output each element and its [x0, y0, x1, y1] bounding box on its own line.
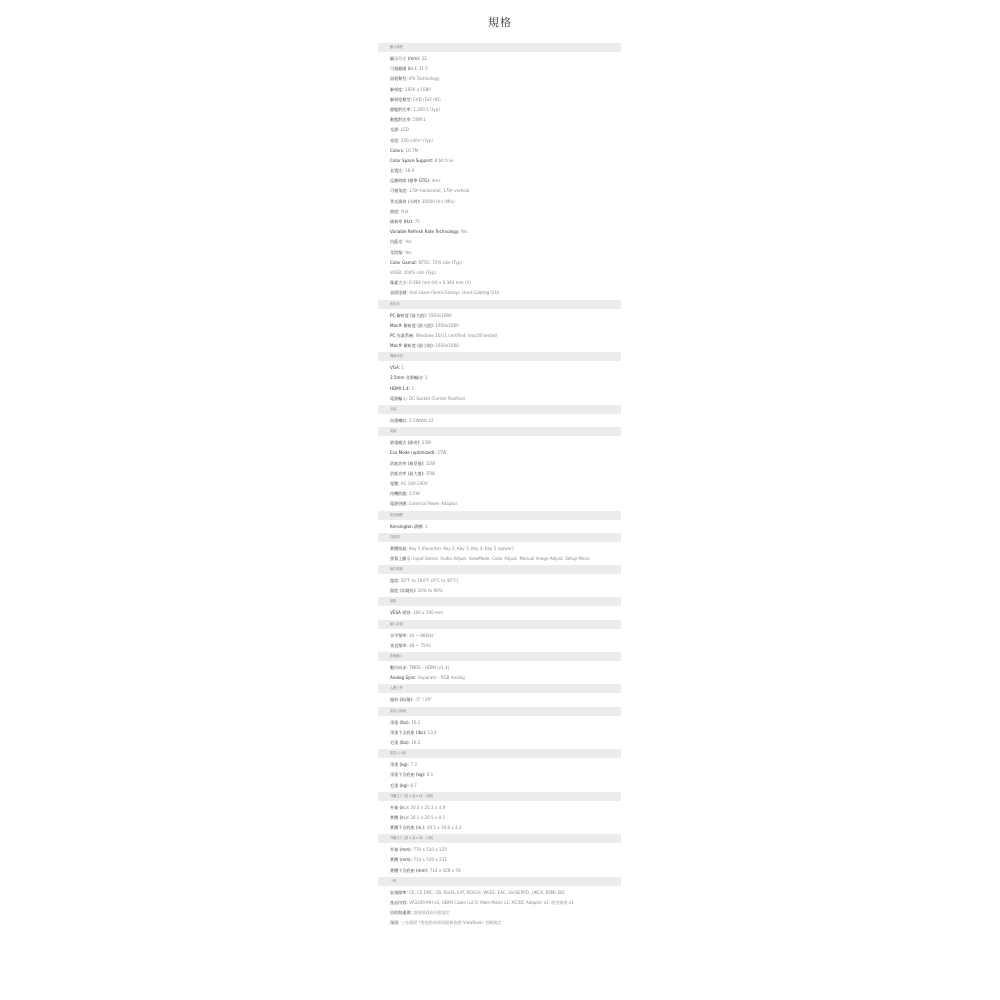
- spec-label: 實體不含底座 (in.):: [390, 825, 426, 831]
- spec-row: [390, 136, 621, 146]
- section-body: [378, 414, 621, 427]
- spec-row: [390, 341, 621, 351]
- spec-value: FHD (Full HD): [411, 96, 441, 102]
- spec-label: VGA:: [390, 365, 401, 371]
- spec-label: 電源供應:: [390, 501, 408, 507]
- spec-row: [390, 363, 621, 373]
- spec-value: 請依照政府回收規定: [411, 910, 451, 916]
- spec-row: [390, 695, 621, 705]
- spec-label: 面板類型:: [390, 76, 408, 82]
- spec-row: [390, 728, 621, 738]
- spec-row: [390, 278, 621, 288]
- spec-value: AC 100-240V: [399, 480, 428, 486]
- spec-row: [390, 469, 621, 479]
- spec-row: [390, 459, 621, 469]
- spec-label: 靜態對比率:: [390, 106, 412, 112]
- spec-label: 像素大小:: [390, 280, 408, 286]
- spec-row: [390, 125, 621, 135]
- spec-label: 背光壽命 (小時):: [390, 198, 421, 204]
- spec-value: 6.1: [425, 772, 434, 778]
- spec-label: 水平頻率:: [390, 632, 408, 638]
- spec-value: 27W: [435, 450, 447, 456]
- section-header: 音訊: [378, 405, 621, 414]
- page-title: 規格: [488, 16, 512, 29]
- spec-value: 32: [420, 56, 427, 61]
- spec-row: [390, 718, 621, 728]
- section-header: 重量 (英制): [378, 707, 621, 716]
- spec-label: 淨重不含底座 (lbs):: [390, 729, 427, 735]
- spec-value: 三年保固 *所提供的保固服務依照 ViewSonic 官網規定: [399, 920, 502, 926]
- section-header: 影像輸入: [378, 652, 621, 661]
- spec-row: [390, 207, 621, 217]
- spec-value: 1920 x 1080: [403, 86, 431, 92]
- spec-value: 1: [400, 365, 404, 371]
- section-body: [378, 606, 621, 619]
- spec-label: 表面塗層:: [390, 290, 408, 296]
- spec-row: [390, 394, 621, 404]
- spec-value: Anti-Glare (Semi-Glossy), Hard Coating (2H): [407, 290, 500, 296]
- spec-value: 31.5: [417, 66, 428, 72]
- spec-row: [390, 803, 621, 813]
- spec-value: VA3209-MH x1, HDMI Cable (v2.0; Male-Male) x1, AC/DC Adapter x1, 使用指南 x1: [407, 900, 574, 905]
- spec-row: [390, 631, 621, 641]
- spec-label: 外箱 (mm):: [390, 847, 413, 853]
- spec-label: VESA 相容:: [390, 610, 412, 616]
- spec-value: 8.7: [409, 782, 417, 788]
- spec-label: 長寬比:: [390, 168, 404, 174]
- spec-label: 垂直頻率:: [390, 642, 408, 648]
- spec-label: 實體按鈕:: [390, 545, 408, 551]
- spec-row: [390, 823, 621, 833]
- section-body: [378, 801, 621, 835]
- spec-row: [390, 54, 621, 64]
- spec-label: Kensington 鎖槽:: [390, 523, 424, 529]
- spec-row: [390, 738, 621, 748]
- spec-value: 4ms: [430, 178, 441, 184]
- spec-value: Yes: [459, 229, 468, 235]
- spec-label: 外箱 (in.):: [390, 804, 410, 810]
- spec-row: [390, 311, 621, 321]
- spec-value: Separate - RGB Analog: [416, 675, 465, 681]
- spec-row: [390, 845, 621, 855]
- section-body: [378, 843, 621, 877]
- section-body: [378, 886, 621, 930]
- spec-label: 顯示尺寸 (mm):: [390, 56, 421, 61]
- spec-value: -5° / 20°: [413, 697, 433, 703]
- spec-row: [390, 373, 621, 383]
- spec-value: 0.364 mm (H) x 0.364 mm (V): [407, 280, 471, 286]
- spec-value: 75: [413, 219, 420, 224]
- spec-value: 1: [423, 523, 428, 529]
- section-header: 人體工學: [378, 684, 621, 693]
- spec-value: 35W: [424, 470, 436, 476]
- spec-value: 20% to 90%: [416, 588, 443, 594]
- spec-value: 8 bit true: [433, 157, 454, 163]
- spec-value: 16.7M: [404, 147, 419, 153]
- spec-row: [390, 115, 621, 125]
- section-header: 操作環境: [378, 565, 621, 574]
- spec-value: NTSC: 72% size (Typ): [417, 259, 462, 265]
- spec-label: 可視角度:: [390, 188, 408, 194]
- section-body: [378, 52, 621, 300]
- spec-label: 內建喇叭:: [390, 418, 408, 423]
- section-header: 壁掛: [378, 597, 621, 606]
- spec-value: 250 cd/m² (typ): [399, 137, 433, 143]
- spec-row: [390, 489, 621, 499]
- spec-row: [390, 176, 621, 186]
- spec-row: [390, 438, 621, 448]
- spec-row: [390, 416, 621, 426]
- spec-label: 溫度:: [390, 578, 400, 584]
- spec-value: 19.2: [409, 739, 421, 745]
- spec-row: [390, 248, 621, 258]
- spec-table: [378, 43, 621, 930]
- spec-row: [390, 268, 621, 278]
- section-body: [378, 661, 621, 684]
- spec-label: 螢幕上顯示:: [390, 555, 412, 561]
- spec-label: 安規標準:: [390, 889, 408, 895]
- spec-label: Color Gamut:: [390, 259, 418, 265]
- spec-value: TMDS - HDMI (v1.4): [407, 665, 450, 670]
- section-body: [378, 542, 621, 565]
- spec-label: 待機狀態:: [390, 491, 408, 497]
- section-body: [378, 629, 621, 652]
- section-body: [378, 436, 621, 510]
- spec-row: [390, 321, 621, 331]
- spec-label: 電源輸入:: [390, 395, 408, 401]
- spec-label: 毛重 (lbs):: [390, 739, 410, 745]
- spec-label: 保固:: [390, 920, 400, 926]
- spec-label: 動態對比率:: [390, 117, 412, 123]
- spec-row: [390, 781, 621, 791]
- spec-label: 回收與處理:: [390, 910, 412, 916]
- spec-row: [390, 448, 621, 458]
- spec-label: 光源:: [390, 127, 400, 133]
- spec-row: [390, 237, 621, 247]
- spec-row: [390, 197, 621, 207]
- spec-value: 7.3: [409, 762, 417, 768]
- spec-label: 實體不含底座 (mm):: [390, 867, 429, 873]
- spec-value: External Power Adaptor: [407, 501, 458, 507]
- spec-value: 28.1 x 16.8 x 2.3: [425, 825, 462, 831]
- section-body: [378, 309, 621, 353]
- spec-row: [390, 866, 621, 876]
- spec-row: [390, 918, 621, 928]
- spec-value: 1920x1080: [434, 343, 459, 349]
- spec-value: 13.4: [426, 729, 437, 735]
- spec-label: Variable Refresh Rate Technology:: [390, 229, 460, 235]
- spec-row: [390, 95, 621, 105]
- spec-row: [390, 166, 621, 176]
- spec-row: [390, 499, 621, 509]
- spec-row: [390, 331, 621, 341]
- spec-value: 28.1 x 20.5 x 9.1: [409, 814, 446, 820]
- spec-value: 178º horizontal, 178º vertical: [407, 188, 470, 194]
- spec-row: [390, 608, 621, 618]
- spec-row: [390, 760, 621, 770]
- spec-value: Input Select, Audio Adjust, ViewMode, Color Adjust, Manual Image Adjust, Setup Menu: [411, 555, 590, 561]
- section-header: 輸入訊號: [378, 620, 621, 629]
- spec-value: 32W: [424, 460, 436, 466]
- spec-row: [390, 146, 621, 156]
- spec-label: 數位同步:: [390, 665, 408, 670]
- spec-row: [390, 479, 621, 489]
- spec-value: CE, CE EMC, CB, RoHS, ErP, REACH, WEEE, EAC, UkrSEPRO, UKCA, BSMI, BIS: [407, 889, 565, 895]
- spec-label: 曲度:: [390, 208, 400, 214]
- spec-value: 1,200:1 (typ): [411, 106, 440, 112]
- spec-label: 電壓:: [390, 480, 400, 486]
- spec-label: Eco Mode (optimized):: [390, 450, 436, 456]
- section-header: 附加硬體: [378, 511, 621, 520]
- spec-value: 714 x 520 x 231: [412, 857, 447, 863]
- spec-value: Windows 10/11 certified; macOS tested: [414, 332, 497, 338]
- spec-label: Mac® 解析度 (最大值):: [390, 322, 435, 328]
- spec-value: 24 ~ 86KHz: [407, 632, 434, 638]
- spec-row: [390, 908, 621, 918]
- spec-row: [390, 156, 621, 166]
- spec-label: 毛重 (kg):: [390, 782, 410, 788]
- section-header: 控制項: [378, 533, 621, 542]
- spec-row: [390, 186, 621, 196]
- section-header: 外觀尺寸 (寬 x 高 x 深 - 英制): [378, 792, 621, 801]
- section-body: [378, 520, 621, 533]
- spec-label: Color Space Support:: [390, 157, 434, 163]
- spec-row: [390, 105, 621, 115]
- spec-label: 消耗功率 (最大值):: [390, 470, 425, 476]
- spec-row: [390, 641, 621, 651]
- spec-value: IPS Technology: [407, 76, 440, 82]
- spec-value: 48 ~ 75Hz: [407, 642, 431, 648]
- spec-label: 解析度類型:: [390, 96, 412, 102]
- spec-row: [390, 258, 621, 268]
- spec-row: [390, 888, 621, 898]
- section-body: [378, 716, 621, 750]
- spec-label: 可視範圍 (in.):: [390, 66, 418, 72]
- spec-value: 2.5Watts x2: [407, 418, 434, 423]
- spec-label: 反應時間 (標準 GTG):: [390, 178, 431, 184]
- spec-label: Mac® 解析度 (最小值):: [390, 343, 435, 349]
- spec-value: LED: [399, 127, 409, 133]
- spec-row: [390, 74, 621, 84]
- spec-label: PC 解析度 (最大值):: [390, 312, 428, 318]
- spec-value: 50M:1: [411, 117, 426, 123]
- spec-label: 解析度:: [390, 86, 404, 92]
- spec-value: 770 x 510 x 125: [412, 847, 447, 853]
- section-body: [378, 758, 621, 792]
- spec-value: sRGB: 104% size (Typ): [390, 269, 436, 275]
- spec-row: [390, 217, 621, 227]
- spec-label: 3.5mm 音源輸出:: [390, 375, 424, 381]
- spec-label: 實體 (in.):: [390, 814, 410, 820]
- section-header: 重量 (公制): [378, 749, 621, 758]
- spec-value: Yes: [403, 239, 412, 245]
- spec-row: [390, 522, 621, 532]
- spec-value: 23W: [420, 440, 431, 446]
- spec-label: HDMI 1.4:: [390, 385, 411, 391]
- spec-row: [390, 770, 621, 780]
- spec-row: [390, 288, 621, 298]
- spec-label: 消耗功率 (典型值):: [390, 460, 425, 466]
- spec-label: 節電模式 (節省):: [390, 440, 421, 446]
- spec-row: [390, 586, 621, 596]
- spec-label: 產品內容:: [390, 900, 408, 905]
- spec-value: 1920x1080: [434, 322, 459, 328]
- spec-label: 刷新率 (Hz):: [390, 219, 414, 224]
- spec-label: 傾斜 (前/後):: [390, 697, 414, 703]
- spec-label: 淨重 (lbs):: [390, 719, 410, 725]
- spec-value: DC Socket (Center Positive): [407, 395, 466, 401]
- spec-label: 淨重 (kg):: [390, 762, 410, 768]
- section-body: [378, 693, 621, 706]
- spec-label: 淨重不含底座 (kg):: [390, 772, 426, 778]
- spec-value: Yes: [403, 249, 412, 255]
- spec-value: 714 x 428 x 59: [428, 867, 461, 873]
- spec-label: Analog Sync:: [390, 675, 417, 681]
- spec-row: [390, 544, 621, 554]
- spec-label: 零閃頻:: [390, 249, 404, 255]
- spec-label: PC 作業系統:: [390, 332, 415, 338]
- spec-value: 1920x1080: [427, 312, 452, 318]
- spec-row: [390, 663, 621, 673]
- section-body: [378, 574, 621, 597]
- spec-value: 1: [423, 375, 428, 381]
- spec-row: [390, 813, 621, 823]
- spec-value: 0.5W: [407, 491, 420, 497]
- spec-value: 30000 Hrs (Min): [420, 198, 455, 204]
- spec-label: 亮度:: [390, 137, 400, 143]
- spec-row: [390, 576, 621, 586]
- spec-row: [390, 227, 621, 237]
- spec-row: [390, 673, 621, 683]
- spec-row: [390, 85, 621, 95]
- section-body: [378, 361, 621, 405]
- spec-label: 抗藍光:: [390, 239, 404, 245]
- spec-value: 30.3 x 20.1 x 4.9: [409, 804, 446, 810]
- section-header: 外觀尺寸 (寬 x 高 x 深 - 公制): [378, 834, 621, 843]
- spec-row: [390, 384, 621, 394]
- spec-label: Colors:: [390, 147, 405, 153]
- spec-row: [390, 554, 621, 564]
- spec-value: 32°F to 104°F (0°C to 40°C): [399, 578, 459, 584]
- spec-row: [390, 64, 621, 74]
- spec-value: 16.1: [409, 719, 421, 725]
- section-header: 電源: [378, 427, 621, 436]
- spec-label: 濕度 (非凝結):: [390, 588, 417, 594]
- spec-value: 100 x 100 mm: [411, 610, 443, 616]
- spec-value: 16:9: [403, 168, 415, 174]
- section-header: 顯示規格: [378, 43, 621, 52]
- spec-label: 實體 (mm):: [390, 857, 413, 863]
- spec-value: Flat: [399, 208, 409, 214]
- spec-row: [390, 855, 621, 865]
- section-header: 相容性: [378, 300, 621, 309]
- spec-value: Key 1 (favorite), Key 2, Key 3, Key 4, Key 5 (power): [407, 545, 514, 551]
- section-header: 一般: [378, 877, 621, 886]
- spec-row: [390, 898, 621, 908]
- spec-value: 1: [410, 385, 415, 391]
- section-header: 傳輸介面: [378, 352, 621, 361]
